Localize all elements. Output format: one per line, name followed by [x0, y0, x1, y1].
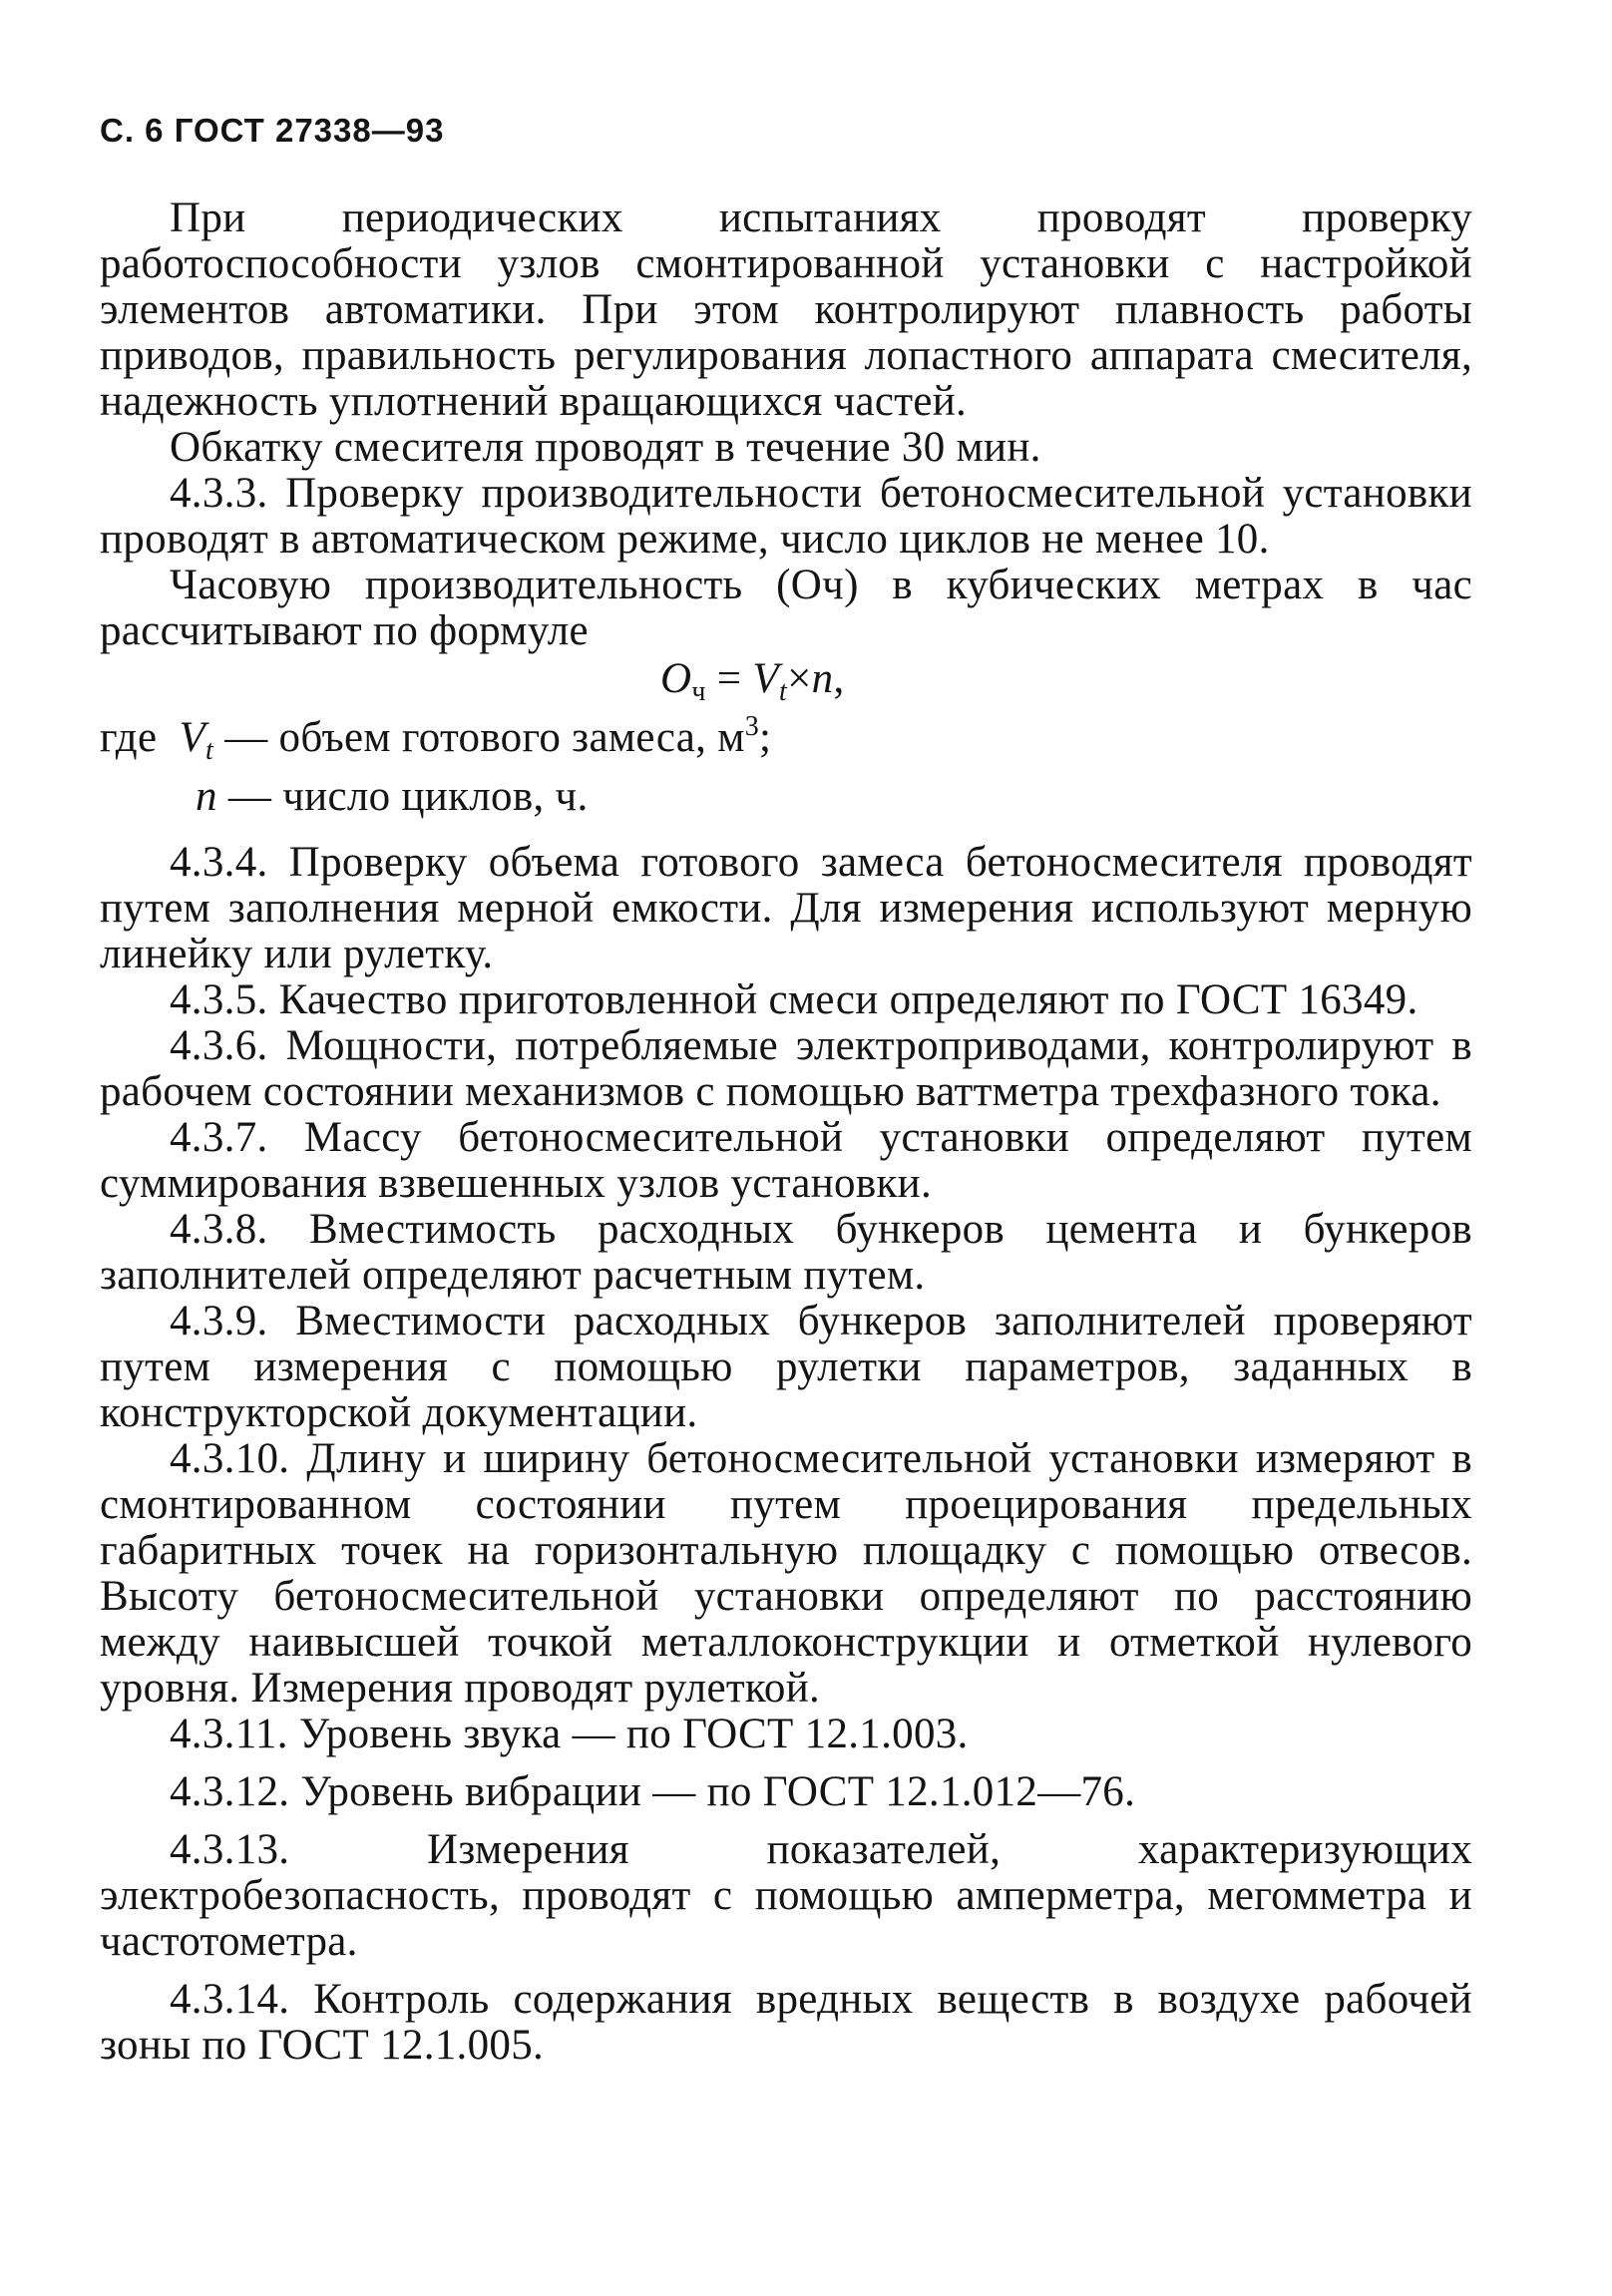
- paragraph-hourly-capacity: Часовую производительность (Oч) в кубических метрах в час рассчитывают по формуле: [100, 562, 1472, 654]
- legend-vt-symbol: V: [179, 714, 206, 761]
- legend-n-symbol: n: [196, 773, 217, 820]
- page-header: С. 6 ГОСТ 27338—93: [100, 112, 445, 149]
- paragraph-4-3-5: 4.3.5. Качество приготовленной смеси определяют по ГОСТ 16349.: [170, 976, 1418, 1023]
- formula-n: n: [811, 655, 834, 702]
- formula-end: ,: [833, 655, 845, 702]
- paragraph-4-3-9: 4.3.9. Вместимости расходных бункеров заполнителей проверяют путем измерения с помощью рулетки параметров, заданных в конструкторской документации.: [100, 1298, 1472, 1436]
- paragraph-4-3-3: 4.3.3. Проверку производительности бетоносмесительной установки проводят в автоматическом режиме, число циклов не менее 10.: [100, 470, 1472, 563]
- paragraph-4-3-7: 4.3.7. Массу бетоносмесительной установки определяют путем суммирования взвешенных узлов установки.: [100, 1114, 1472, 1207]
- document-body: [100, 195, 1472, 2069]
- legend-vt-sup: 3: [744, 711, 760, 742]
- legend-where-word: где: [100, 714, 158, 761]
- formula-times: ×: [787, 655, 812, 702]
- legend-vt-sub: t: [205, 735, 214, 766]
- formula-lhs-symbol: O: [660, 655, 692, 702]
- paragraph-run-in: Обкатку смесителя проводят в течение 30 мин.: [170, 424, 1041, 471]
- formula-rhs-symbol: V: [752, 655, 779, 702]
- formula-capacity: [100, 656, 1472, 715]
- paragraph-4-3-11: 4.3.11. Уровень звука — по ГОСТ 12.1.003.: [170, 1711, 969, 1757]
- paragraph-4-3-4: 4.3.4. Проверку объема готового замеса бетоносмесителя проводят путем заполнения мерной емкости. Для измерения используют мерную линейку или рулетку.: [100, 839, 1472, 977]
- paragraph-4-3-6: 4.3.6. Мощности, потребляемые электроприводами, контролируют в рабочем состоянии механизмов с помощью ваттметра трехфазного тока.: [100, 1022, 1472, 1115]
- formula-lhs-sub: ч: [691, 676, 706, 707]
- legend-vt-end: ;: [759, 714, 772, 761]
- paragraph-4-3-12: 4.3.12. Уровень вибрации — по ГОСТ 12.1.012—76.: [170, 1768, 1136, 1815]
- paragraph-4-3-14: 4.3.14. Контроль содержания вредных веществ в воздухе рабочей зоны по ГОСТ 12.1.005.: [100, 1976, 1472, 2069]
- formula-rhs-sub: t: [778, 676, 788, 707]
- paragraph-periodic-tests: При периодических испытаниях проводят проверку работоспособности узлов смонтированной установки с настройкой элементов автоматики. При этом контролируют плавность работы приводов, правильность регулирования лопастного аппарата смесителя, надежность уплотнений вращающихся частей.: [100, 194, 1472, 425]
- paragraph-4-3-8: 4.3.8. Вместимость расходных бункеров цемента и бункеров заполнителей определяют расчетным путем.: [100, 1206, 1472, 1299]
- paragraph-4-3-13: 4.3.13. Измерения показателей, характеризующих электробезопасность, проводят с помощью амперметра, мегомметра и частотометра.: [100, 1826, 1472, 1965]
- legend-vt-desc: — объем готового замеса, м: [213, 714, 745, 761]
- paragraph-4-3-10: 4.3.10. Длину и ширину бетоносмесительной установки измеряют в смонтированном состоянии путем проецирования предельных габаритных точек на горизонтальную площадку с помощью отвесов. Высоту бетоносмесительной установки определяют по расстоянию между наивысшей точкой металлоконструкции и отметкой нулевого уровня. Измерения проводят рулеткой.: [100, 1435, 1472, 1712]
- legend-n: [100, 774, 1472, 820]
- legend-vt: [100, 711, 1472, 774]
- formula-equals: =: [705, 655, 753, 702]
- legend-n-desc: — число циклов, ч.: [216, 773, 589, 820]
